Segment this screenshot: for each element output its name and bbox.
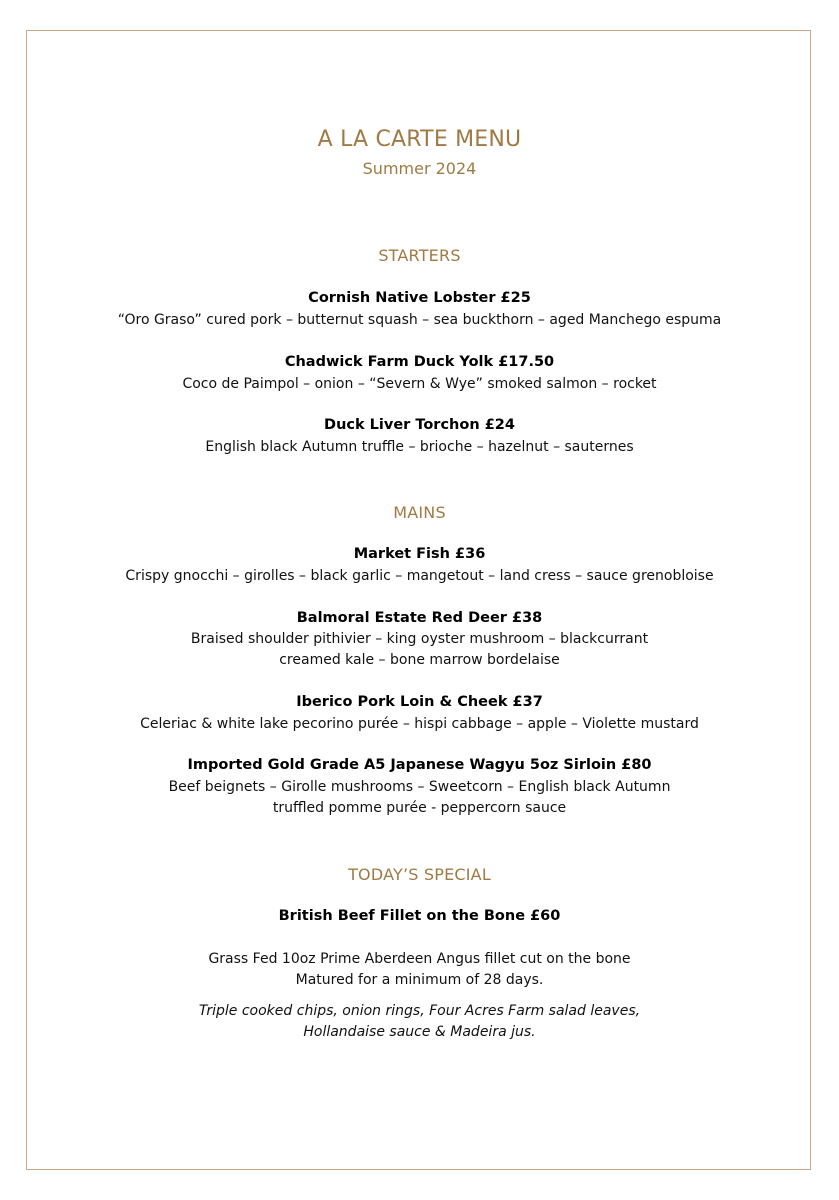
dish-name: Cornish Native Lobster £25	[308, 290, 531, 306]
dish-name: Iberico Pork Loin & Cheek £37	[296, 694, 543, 710]
dish-description: Crispy gnocchi – girolles – black garlic – mangetout – land cress – sauce grenobloise	[125, 568, 714, 584]
dish-description: Coco de Paimpol – onion – “Severn & Wye” smoked salmon – rocket	[182, 376, 657, 392]
dish-description: “Oro Graso” cured pork – butternut squash – sea buckthorn – aged Manchego espuma	[117, 312, 722, 328]
dish-description: Grass Fed 10oz Prime Aberdeen Angus fillet cut on the bone	[208, 951, 631, 967]
dish-description: creamed kale – bone marrow bordelaise	[279, 652, 560, 668]
dish-description: English black Autumn truffle – brioche – hazelnut – sauternes	[205, 439, 634, 455]
dish-name: Market Fish £36	[353, 546, 486, 562]
menu-title: A LA CARTE MENU	[317, 127, 522, 152]
dish-accompaniments: Hollandaise sauce & Madeira jus.	[303, 1024, 536, 1040]
dish-description: Braised shoulder pithivier – king oyster mushroom – blackcurrant	[190, 631, 649, 647]
dish-accompaniments: Triple cooked chips, onion rings, Four Acres Farm salad leaves,	[198, 1003, 641, 1019]
dish-description: Beef beignets – Girolle mushrooms – Sweetcorn – English black Autumn	[168, 779, 671, 795]
dish-name: British Beef Fillet on the Bone £60	[278, 908, 561, 924]
page-border	[26, 30, 811, 1170]
dish-description: truffled pomme purée - peppercorn sauce	[272, 800, 567, 816]
dish-name: Duck Liver Torchon £24	[324, 417, 515, 433]
dish-name: Balmoral Estate Red Deer £38	[296, 610, 543, 626]
section-heading-mains: MAINS	[393, 503, 446, 522]
section-heading-special: TODAY’S SPECIAL	[348, 865, 491, 884]
menu-subtitle: Summer 2024	[362, 159, 477, 178]
dish-description: Matured for a minimum of 28 days.	[295, 972, 544, 988]
section-heading-starters: STARTERS	[378, 246, 461, 265]
dish-name: Chadwick Farm Duck Yolk £17.50	[284, 354, 555, 370]
dish-description: Celeriac & white lake pecorino purée – hispi cabbage – apple – Violette mustard	[140, 716, 699, 732]
dish-name: Imported Gold Grade A5 Japanese Wagyu 5oz Sirloin £80	[187, 757, 652, 773]
